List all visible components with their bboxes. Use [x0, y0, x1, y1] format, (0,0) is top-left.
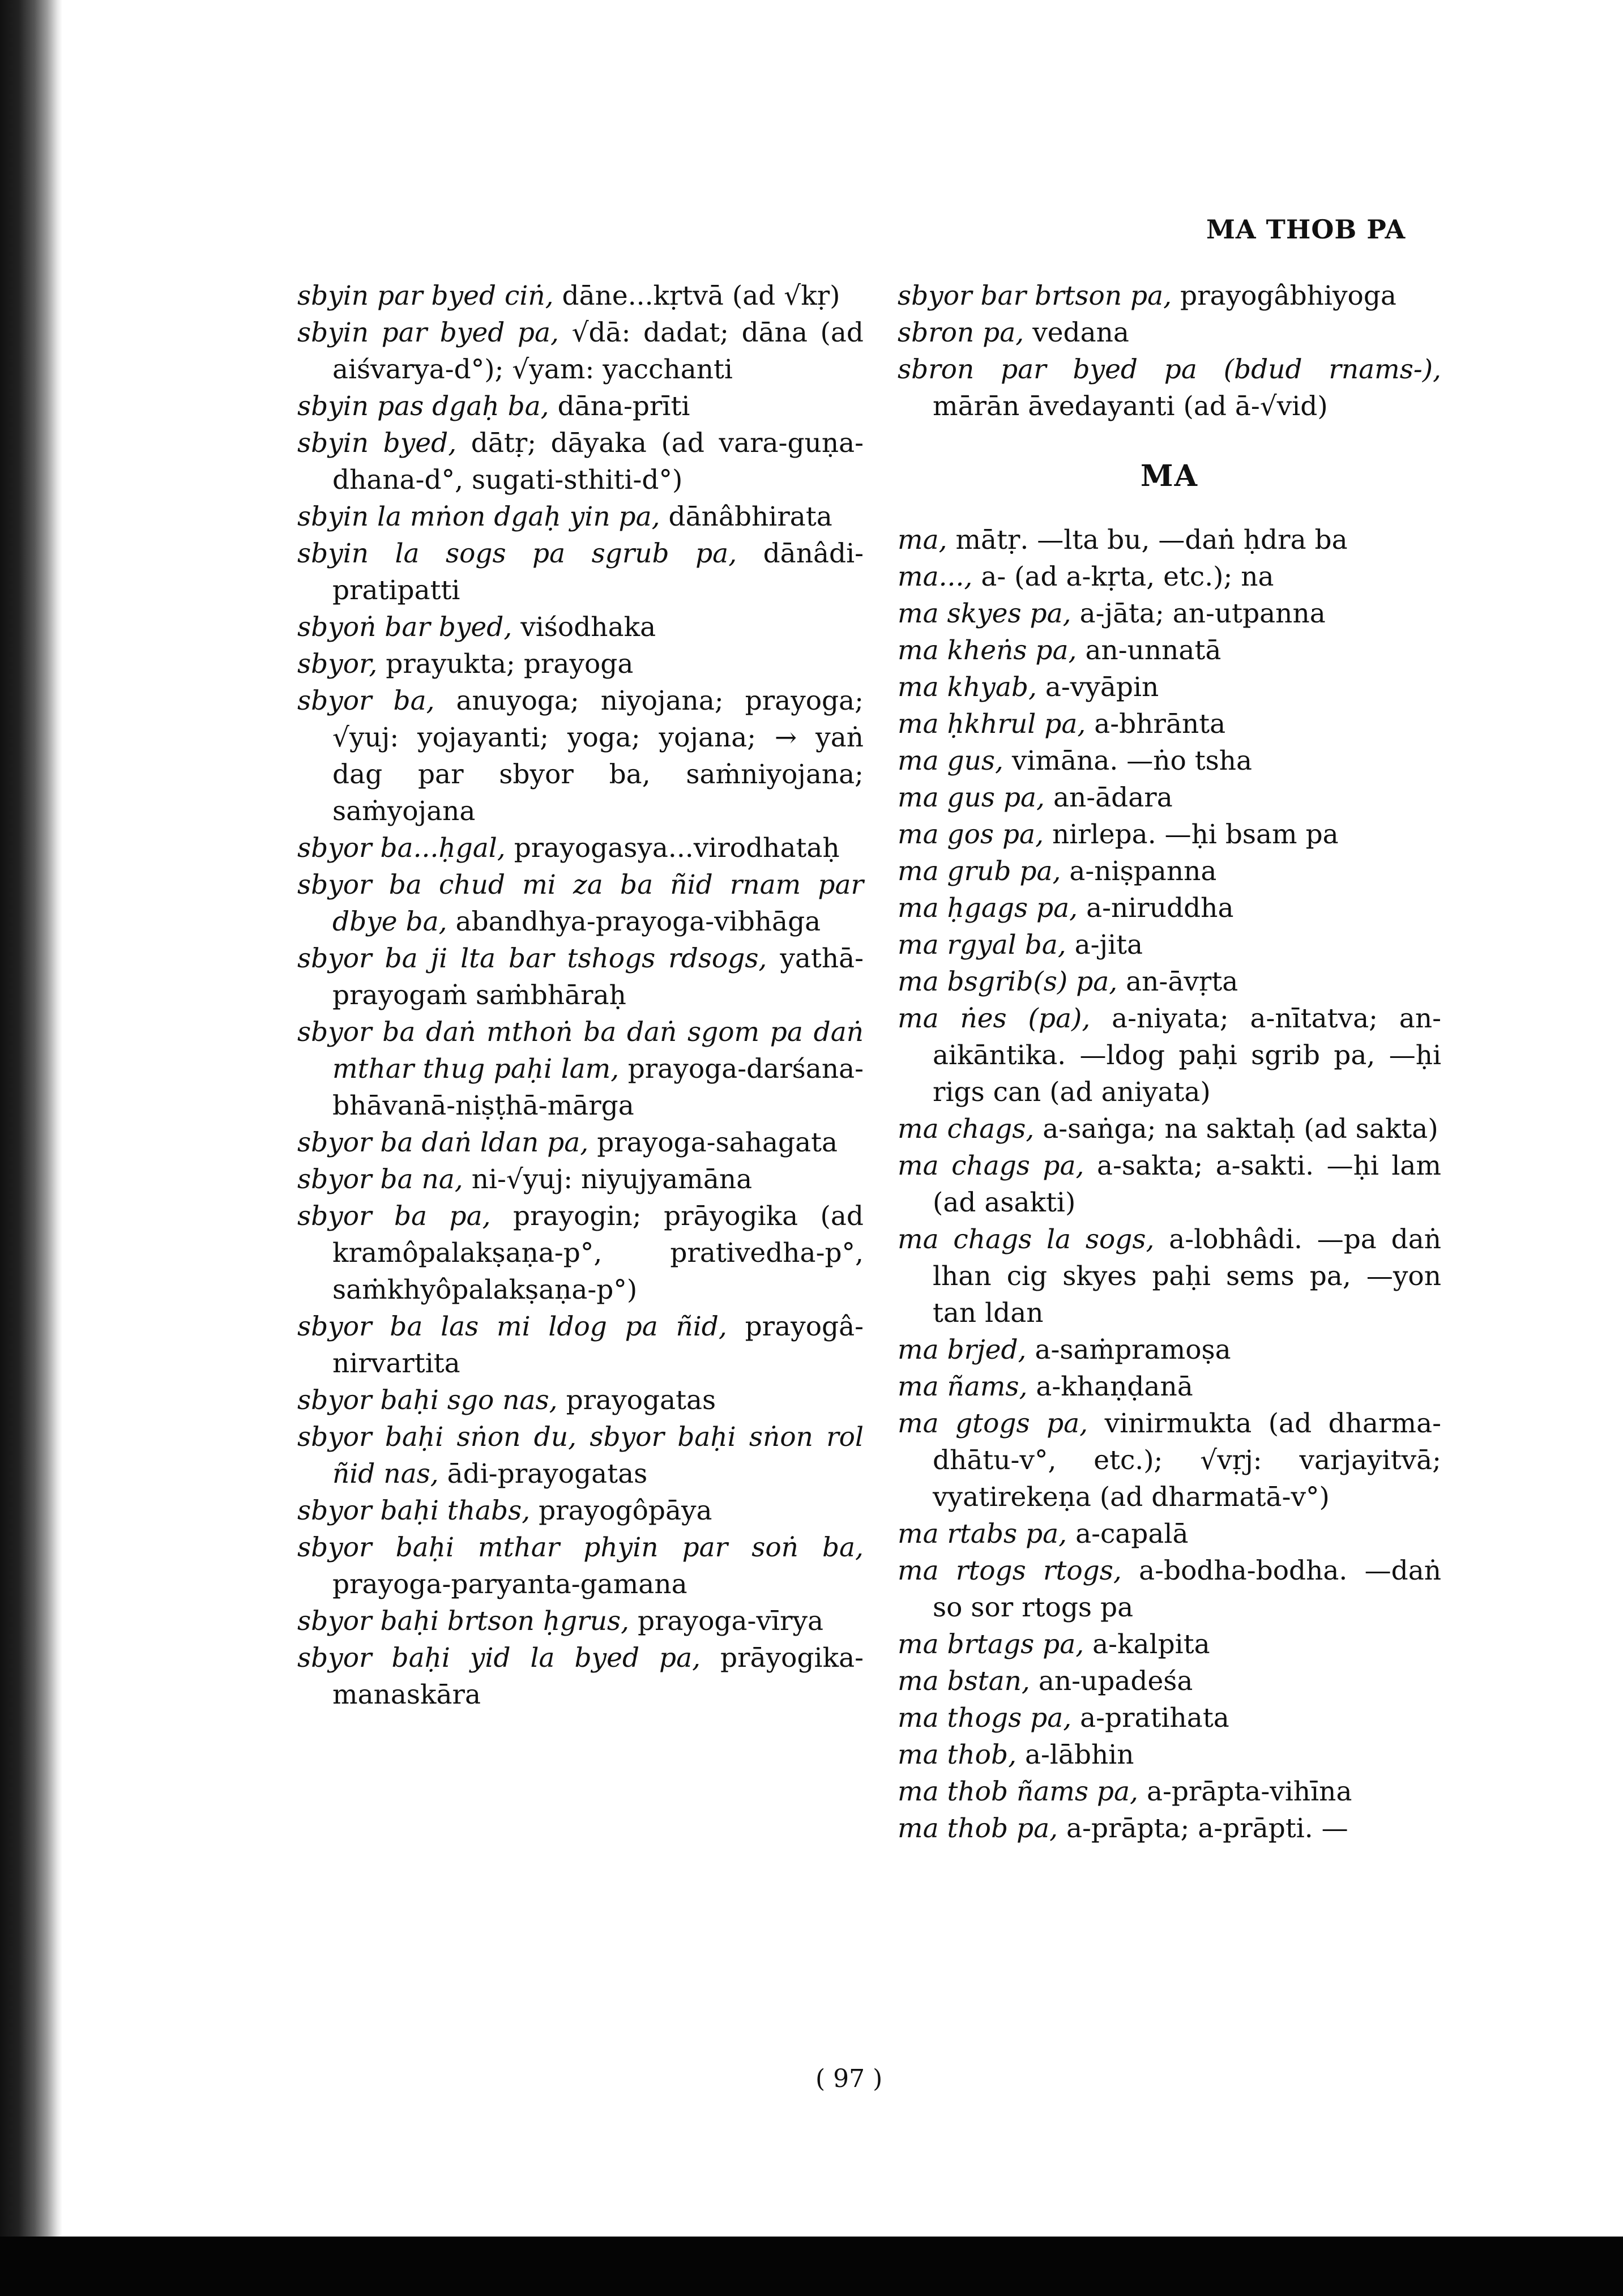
dictionary-entry — [898, 1405, 1441, 1516]
entry-gloss: dāne...kṛtvā (ad √kṛ) — [562, 280, 840, 311]
dictionary-entry — [898, 632, 1441, 669]
entry-headword: ma chags la sogs, — [898, 1224, 1155, 1255]
entry-headword: sbron pa, — [898, 317, 1024, 348]
entry-gloss: nirlepa. —ḥi bsam pa — [1052, 819, 1339, 850]
entry-headword: ma thob, — [898, 1739, 1017, 1770]
entry-gloss: a-sakta; a-sakti. —ḥi lam (ad asakti) — [933, 1150, 1441, 1218]
dictionary-entry — [898, 1700, 1441, 1736]
entry-headword: ma thogs pa, — [898, 1702, 1072, 1734]
entry-headword: sbyor ba chud mi za ba ñid rnam par dbye ba, — [297, 869, 864, 937]
entry-headword: ma rgyal ba, — [898, 929, 1066, 961]
entry-gloss: an-unnatā — [1085, 635, 1221, 666]
entry-headword: sbyor baḥi sgo nas, — [297, 1385, 558, 1416]
entry-gloss: mātṛ. —lta bu, —daṅ ḥdra ba — [955, 524, 1348, 556]
dictionary-entry — [297, 314, 864, 388]
entry-gloss: a-niyata; a-nītatva; an-aikāntika. —ldog paḥi sgrib pa, —ḥi rigs can (ad aniyata) — [933, 1003, 1441, 1108]
dictionary-entry — [297, 1640, 864, 1713]
dictionary-entry — [898, 595, 1441, 632]
entry-gloss: a-khaṇḍanā — [1036, 1371, 1193, 1402]
running-header: MA THOB PA — [1206, 214, 1406, 245]
right-column — [898, 278, 1441, 1847]
entry-headword: sbyor baḥi brtson ḥgrus, — [297, 1606, 630, 1637]
entry-headword: ma gtogs pa, — [898, 1408, 1088, 1439]
entry-gloss: prayoga-darśana-bhāvanā-niṣṭhā-mārga — [332, 1053, 864, 1121]
entry-headword: ma gos pa, — [898, 819, 1044, 850]
entry-gloss: a-saṅga; na saktaḥ (ad sakta) — [1043, 1113, 1438, 1145]
entry-gloss: prayogin; prāyogika (ad kramôpalakṣaṇa-p°, prativedha-p°, saṁkhyôpalakṣaṇa-p°) — [332, 1201, 864, 1305]
dictionary-entry — [898, 853, 1441, 890]
entry-gloss: a-niṣpanna — [1069, 856, 1217, 887]
dictionary-entry — [297, 1382, 864, 1419]
entry-headword: ma brtags pa, — [898, 1629, 1084, 1660]
dictionary-entry — [297, 1492, 864, 1529]
dictionary-entry — [898, 1773, 1441, 1810]
entry-headword: sbyoṅ bar byed, — [297, 612, 512, 643]
entry-headword: sbyor ba daṅ mthoṅ ba daṅ sgom pa daṅ mthar thug paḥi lam, — [297, 1017, 864, 1085]
entry-gloss: ni-√yuj: niyujyamāna — [471, 1164, 753, 1195]
dictionary-entry — [898, 522, 1441, 558]
dictionary-entry — [898, 816, 1441, 853]
dictionary-entry — [297, 1529, 864, 1603]
entry-gloss: a-vyāpin — [1045, 672, 1159, 703]
entry-headword: sbyin la mṅon dgaḥ yin pa, — [297, 501, 660, 532]
entry-gloss: prayoga-sahagata — [597, 1127, 838, 1158]
dictionary-entry — [898, 1111, 1441, 1147]
entry-gloss: a-saṁpramoṣa — [1035, 1334, 1231, 1365]
entry-headword: ma thob pa, — [898, 1813, 1058, 1844]
dictionary-entry — [898, 278, 1441, 314]
entry-gloss: dānâdi-pratipatti — [332, 538, 864, 606]
entry-headword: ma rtabs pa, — [898, 1518, 1067, 1550]
entry-headword: sbyin byed, — [297, 428, 457, 459]
dictionary-entry — [898, 779, 1441, 816]
entry-headword: sbyor ba pa, — [297, 1201, 491, 1232]
dictionary-entry — [898, 1663, 1441, 1700]
entry-headword: sbyor, — [297, 648, 378, 680]
entry-gloss: a-kalpita — [1092, 1629, 1210, 1660]
entry-gloss: a-lobhâdi. —pa daṅ lhan cig skyes paḥi sems pa, —yon tan ldan — [933, 1224, 1442, 1329]
entry-headword: sbyor ba daṅ ldan pa, — [297, 1127, 589, 1158]
entry-gloss: a- (ad a-kṛta, etc.); na — [981, 561, 1274, 592]
entry-gloss: a-jāta; an-utpanna — [1079, 598, 1326, 629]
page-number: ( 97 ) — [815, 2064, 883, 2093]
entry-gloss: ādi-prayogatas — [447, 1458, 648, 1490]
entry-headword: sbyin par byed ciṅ, — [297, 280, 554, 311]
dictionary-entry — [898, 1147, 1441, 1221]
entry-headword: sbyor ba...ḥgal, — [297, 833, 506, 864]
entry-gloss: prāyogika-manaskāra — [332, 1642, 864, 1710]
entry-headword: sbyor baḥi thabs, — [297, 1495, 531, 1526]
entry-gloss: a-bhrānta — [1094, 709, 1226, 740]
dictionary-entry — [898, 558, 1441, 595]
entry-headword: ma ḥgags pa, — [898, 893, 1078, 924]
dictionary-entry — [297, 1603, 864, 1640]
entry-gloss: prayogatas — [566, 1385, 716, 1416]
left-column — [297, 278, 864, 1713]
entry-gloss: a-capalā — [1075, 1518, 1189, 1550]
dictionary-entry — [297, 535, 864, 609]
entry-gloss: a-lābhin — [1024, 1739, 1134, 1770]
entry-headword: ma rtogs rtogs, — [898, 1555, 1122, 1586]
dictionary-entry — [297, 278, 864, 314]
section-heading: MA — [1141, 459, 1198, 493]
dictionary-entry — [898, 1810, 1441, 1847]
entry-gloss: prayogasya...virodhataḥ — [514, 833, 840, 864]
entry-headword: ma gus pa, — [898, 782, 1045, 813]
entry-headword: ma chags, — [898, 1113, 1035, 1145]
entry-gloss: dānâbhirata — [668, 501, 832, 532]
dictionary-entry — [297, 940, 864, 1014]
entry-headword: ma khyab, — [898, 672, 1037, 703]
dictionary-entry — [297, 1308, 864, 1382]
entry-headword: sbyor baḥi sṅon du, sbyor baḥi sṅon rol ñid nas, — [297, 1422, 864, 1490]
dictionary-entry — [898, 1368, 1441, 1405]
entry-headword: ma grub pa, — [898, 856, 1061, 887]
entry-headword: ma..., — [898, 561, 973, 592]
dictionary-entry — [898, 1331, 1441, 1368]
dictionary-entry — [297, 1124, 864, 1161]
entry-gloss: mārān āvedayanti (ad ā-√vid) — [933, 391, 1328, 422]
entry-headword: sbyor ba na, — [297, 1164, 463, 1195]
dictionary-entry — [297, 388, 864, 425]
entry-headword: sbyor baḥi mthar phyin par soṅ ba, — [297, 1532, 864, 1563]
entry-gloss: prayukta; prayoga — [386, 648, 634, 680]
entry-headword: sbyin par byed pa, — [297, 317, 559, 348]
entry-gloss: prayogôpāya — [539, 1495, 712, 1526]
entry-headword: sbron par byed pa (bdud rnams-), — [898, 354, 1441, 385]
entry-gloss: a-jita — [1074, 929, 1143, 961]
entry-gloss: prayoga-paryanta-gamana — [332, 1569, 687, 1600]
entry-gloss: an-ādara — [1053, 782, 1173, 813]
entry-headword: ma thob ñams pa, — [898, 1776, 1138, 1807]
dictionary-entry — [898, 351, 1441, 425]
entry-headword: sbyin pas dgaḥ ba, — [297, 391, 549, 422]
entry-gloss: viśodhaka — [520, 612, 656, 643]
entry-gloss: a-prāpta; a-prāpti. — — [1066, 1813, 1348, 1844]
dictionary-entry — [898, 927, 1441, 963]
entry-headword: ma ḥkhrul pa, — [898, 709, 1086, 740]
dictionary-entry — [898, 890, 1441, 927]
dictionary-entry — [898, 963, 1441, 1000]
entry-gloss: prayogâ-nirvartita — [332, 1311, 864, 1379]
dictionary-entry — [898, 314, 1441, 351]
entry-gloss: dātṛ; dāyaka (ad vara-guṇa-dhana-d°, sugati-sthiti-d°) — [332, 428, 864, 496]
entry-headword: ma skyes pa, — [898, 598, 1071, 629]
entry-headword: ma gus, — [898, 745, 1003, 776]
entry-gloss: prayoga-vīrya — [637, 1606, 824, 1637]
entry-gloss: yathā-prayogaṁ saṁbhāraḥ — [332, 943, 864, 1011]
entry-headword: ma, — [898, 524, 947, 556]
entry-gloss: vinirmukta (ad dharma-dhātu-v°, etc.); √vṛj: varjayitvā; vyatirekeṇa (ad dharmatā-v°) — [933, 1408, 1441, 1513]
entry-headword: sbyor ba las mi ldog pa ñid, — [297, 1311, 727, 1342]
dictionary-entry — [898, 706, 1441, 742]
dictionary-entry — [297, 1419, 864, 1492]
dictionary-entry — [297, 498, 864, 535]
entry-gloss: a-pratihata — [1080, 1702, 1229, 1734]
dictionary-entry — [898, 1626, 1441, 1663]
dictionary-entry — [898, 1516, 1441, 1552]
entry-headword: ma brjed, — [898, 1334, 1027, 1365]
entry-headword: sbyor baḥi yid la byed pa, — [297, 1642, 701, 1674]
entry-headword: ma bstan, — [898, 1666, 1030, 1697]
dictionary-entry — [297, 1161, 864, 1198]
dictionary-entry — [898, 669, 1441, 706]
entry-gloss: a-bodha-bodha. —daṅ so sor rtogs pa — [933, 1555, 1441, 1623]
dictionary-entry — [297, 1014, 864, 1124]
entry-gloss: vimāna. —ṅo tsha — [1011, 745, 1253, 776]
entry-headword: sbyin la sogs pa sgrub pa, — [297, 538, 737, 569]
dictionary-entry — [297, 609, 864, 646]
entry-headword: sbyor ba ji lta bar tshogs rdsogs, — [297, 943, 767, 974]
entry-headword: ma ṅes (pa), — [898, 1003, 1091, 1034]
entry-headword: ma bsgrib(s) pa, — [898, 966, 1118, 997]
entry-gloss: a-prāpta-vihīna — [1146, 1776, 1352, 1807]
dictionary-entry — [898, 1552, 1441, 1626]
dictionary-entry — [898, 1736, 1441, 1773]
dictionary-entry — [898, 1000, 1441, 1111]
entry-gloss: dāna-prīti — [557, 391, 690, 422]
dictionary-entry — [297, 646, 864, 682]
entry-gloss: an-upadeśa — [1038, 1666, 1193, 1697]
binding-shadow — [0, 0, 62, 2296]
dictionary-entry — [898, 742, 1441, 779]
entry-headword: ma ñams, — [898, 1371, 1028, 1402]
entry-gloss: vedana — [1032, 317, 1129, 348]
entry-headword: sbyor bar brtson pa, — [898, 280, 1172, 311]
entry-gloss: a-niruddha — [1086, 893, 1234, 924]
dictionary-entry — [297, 682, 864, 830]
entry-gloss: anuyoga; niyojana; prayoga; √yuj: yojayanti; yoga; yojana; → yaṅ dag par sbyor ba, saṁniyojana; saṁyojana — [332, 685, 864, 827]
entry-headword: sbyor ba, — [297, 685, 435, 716]
dictionary-entry — [297, 425, 864, 498]
entry-gloss: prayogâbhiyoga — [1180, 280, 1396, 311]
dictionary-entry — [297, 867, 864, 940]
entry-headword: ma kheṅs pa, — [898, 635, 1077, 666]
dictionary-entry — [297, 830, 864, 867]
scan-bottom-edge — [0, 2237, 1623, 2296]
entry-gloss: √dā: dadat; dāna (ad aiśvarya-d°); √yam: yacchanti — [332, 317, 864, 385]
entry-headword: ma chags pa, — [898, 1150, 1084, 1181]
dictionary-entry — [898, 1221, 1441, 1331]
entry-gloss: an-āvṛta — [1126, 966, 1238, 997]
dictionary-entry — [297, 1198, 864, 1308]
entry-gloss: abandhya-prayoga-vibhāga — [455, 906, 821, 937]
